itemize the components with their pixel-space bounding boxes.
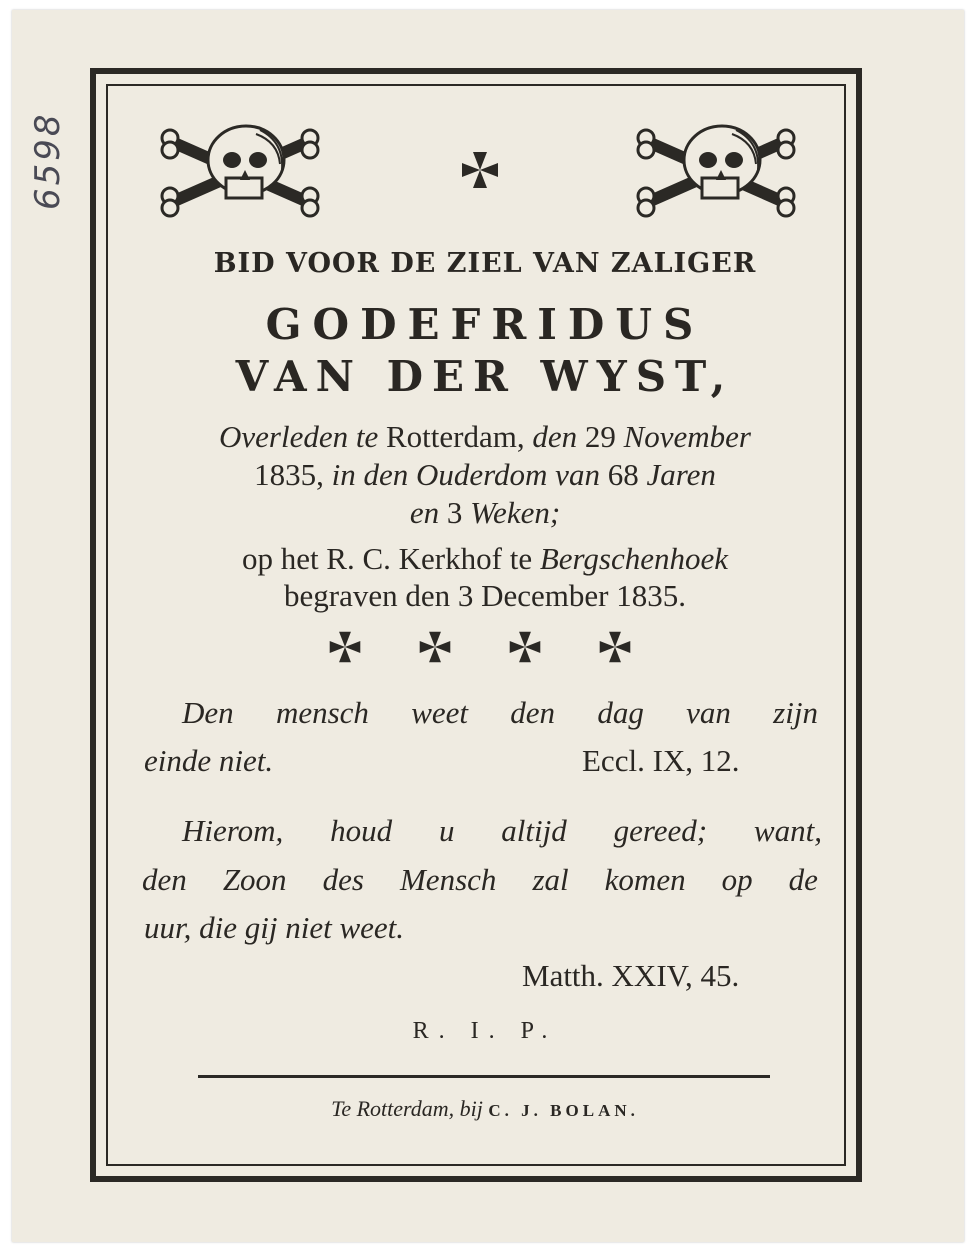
- cross-pattee-icon: [598, 630, 632, 664]
- burial-line-1: op het R. C. Kerkhof te Bergschenhoek: [241, 541, 729, 576]
- death-line-1: Overleden te Rotterdam, den 29 November: [218, 419, 751, 454]
- cross-pattee-icon: [418, 630, 452, 664]
- death-line-2: 1835, in den Ouderdom van 68 Jaren: [254, 457, 716, 492]
- prayer-header: BID VOOR DE ZIEL VAN ZALIGER: [213, 248, 757, 279]
- inventory-number: 6598: [28, 111, 68, 210]
- verse2-line-2: den Zoon des Mensch zal komen op de: [142, 862, 818, 897]
- deceased-surname: VAN DER WYST,: [235, 352, 735, 401]
- divider-rule: [198, 1075, 770, 1078]
- verse1-reference: Eccl. IX, 12.: [582, 743, 740, 778]
- cross-pattee-icon-top: [460, 150, 500, 190]
- inner-border: [106, 84, 846, 1166]
- border-frame: [90, 68, 862, 1182]
- cross-pattee-icon: [508, 630, 542, 664]
- skull-crossbones-icon-left: [160, 120, 320, 220]
- deceased-first-name: GODEFRIDUS: [265, 300, 705, 349]
- printer-imprint: Te Rotterdam, bij C. J. BOLAN.: [331, 1096, 639, 1121]
- verse2-reference: Matth. XXIV, 45.: [522, 958, 740, 993]
- verse1-line-2: einde niet.: [144, 743, 274, 778]
- verse1-line-1: Den mensch weet den dag van zijn: [182, 695, 818, 730]
- verse2-line-1: Hierom, houd u altijd gereed; want,: [182, 813, 822, 848]
- death-line-3: en 3 Weken;: [409, 495, 561, 530]
- rip-text: R. I. P.: [412, 1018, 558, 1044]
- verse2-line-3: uur, die gij niet weet.: [144, 910, 405, 945]
- skull-crossbones-icon-right: [636, 120, 796, 220]
- burial-line-2: begraven den 3 December 1835.: [284, 578, 686, 613]
- cross-pattee-icon: [328, 630, 362, 664]
